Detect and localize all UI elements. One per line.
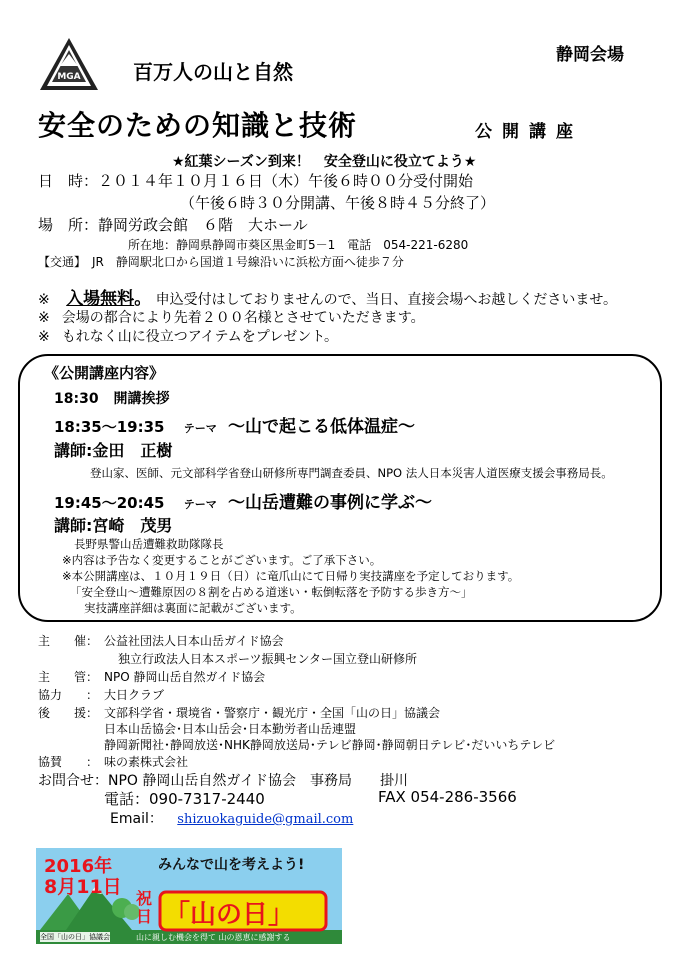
place-value: 静岡労政会館 ６階 大ホール <box>98 216 308 234</box>
support-3: 静岡新聞社･静岡放送･NHK静岡放送局･テレビ静岡･静岡朝日テレビ･だいいちテレビ <box>104 738 556 752</box>
talk2-time: 19:45～20:45 <box>54 494 165 512</box>
opening-time: 18:30 <box>54 391 99 407</box>
talk1-row <box>54 412 415 437</box>
program-note-2: ※本公開講座は、１０月１９日（日）に竜爪山にて日帰り実技講座を予定しております。 <box>62 569 520 583</box>
email-label: Email： <box>110 811 163 827</box>
banner-slogan: みんなで山を考えよう! <box>158 857 305 873</box>
contact-row <box>38 770 408 790</box>
free-dot: 。 <box>134 289 152 309</box>
theme-label: テーマ <box>183 498 217 511</box>
talk1-theme: ～山で起こる低体温症～ <box>227 417 415 437</box>
program-note-3: 「安全登山～遭難原因の８割を占める道迷い・転倒転落を予防する歩き方～」 <box>70 585 473 599</box>
banner-footer: 山に親しむ機会を得て 山の恩恵に感謝する <box>136 933 291 942</box>
date-row <box>38 170 473 191</box>
theme-label: テーマ <box>183 422 217 435</box>
talk2-row <box>54 488 432 513</box>
manage-label: 主 管： <box>38 670 99 684</box>
note-gift: もれなく山に役立つアイテムをプレゼント。 <box>61 329 338 345</box>
date-value: ２０１４年１０月１６日（木）午後６時００分受付開始 <box>98 172 474 190</box>
coop: 大日クラブ <box>104 688 165 702</box>
support-label: 後 援： <box>38 706 99 720</box>
page-title: 安全のための知識と技術 <box>38 109 358 142</box>
address: 所在地：静岡県静岡市葵区黒金町5－1 電話 054-221-6280 <box>128 238 469 252</box>
mga-logo <box>38 36 100 92</box>
mountain-day-banner <box>36 848 342 944</box>
talk2-speaker: 講師:宮崎 茂男 <box>54 516 173 535</box>
banner-name: 「山の日」 <box>164 900 295 930</box>
program-heading: 《公開講座内容》 <box>44 364 165 382</box>
banner-holiday: 祝日 <box>136 889 153 926</box>
banner-date: 8月11日 <box>44 876 122 898</box>
sponsor-row <box>38 753 188 770</box>
date-label: 日 時： <box>38 172 99 190</box>
host-label: 主 催： <box>38 634 99 648</box>
note-capacity-row <box>38 307 425 327</box>
note-mark: ※ <box>38 329 50 345</box>
place-row <box>38 214 308 235</box>
talk1-profile: 登山家、医師、元文部科学省登山研修所専門調査委員、NPO 法人日本災害人道医療支援会事務局長。 <box>90 466 613 480</box>
support-2: 日本山岳協会･日本山岳会･日本勤労者山岳連盟 <box>104 722 357 736</box>
banner-council: 全国「山の日」協議会 <box>40 933 110 941</box>
opening-row <box>54 388 169 408</box>
manage-row <box>38 668 265 685</box>
host-1: 公益社団法人日本山岳ガイド協会 <box>104 634 284 648</box>
public-lecture-label: 公開講座 <box>475 122 583 142</box>
fax: FAX 054-286-3566 <box>378 788 517 806</box>
phone: 電話：090-7317-2440 <box>104 790 265 808</box>
email-link[interactable]: shizuokaguide@gmail.com <box>177 812 354 827</box>
contact-label: お問合せ： <box>38 773 108 789</box>
free-rest: 申込受付はしておりませんので、当日、直接会場へお越しくださいませ。 <box>155 292 617 308</box>
subtitle: 百万人の山と自然 <box>133 60 293 84</box>
support-1: 文部科学省・環境省・警察庁・観光庁・全国「山の日」協議会 <box>104 706 441 720</box>
program-note-1: ※内容は予告なく変更することがございます。ご了承下さい。 <box>62 553 382 567</box>
free-admission: 入場無料 <box>66 289 135 309</box>
tagline: ★紅葉シーズン到来！ 安全登山に役立てよう★ <box>172 154 477 170</box>
sponsor: 味の素株式会社 <box>104 755 189 769</box>
note-mark: ※ <box>38 310 50 326</box>
note-gift-row <box>38 326 338 346</box>
note-mark: ※ <box>38 292 50 308</box>
talk1-time: 18:35～19:35 <box>54 418 165 436</box>
date-sub: （午後６時３０分開講、午後８時４５分終了） <box>180 194 496 212</box>
transit: 【交通】 JR 静岡駅北口から国道１号線沿いに浜松方面へ徒歩７分 <box>38 255 404 269</box>
coop-label: 協力 ： <box>38 688 99 702</box>
host-row <box>38 632 284 649</box>
talk2-profile: 長野県警山岳遭難救助隊隊長 <box>74 537 224 551</box>
logo-text: MGA <box>57 72 81 82</box>
manage: NPO 静岡山岳自然ガイド協会 <box>104 670 266 684</box>
email-row <box>110 808 353 828</box>
program-note-4: 実技講座詳細は裏面に記載がございます。 <box>84 601 302 615</box>
coop-row <box>38 686 164 703</box>
host-2: 独立行政法人日本スポーツ振興センター国立登山研修所 <box>118 652 418 666</box>
place-label: 場 所： <box>38 216 99 234</box>
venue-label: 静岡会場 <box>556 45 624 65</box>
note-capacity: 会場の都合により先着２００名様とさせていただきます。 <box>61 310 425 326</box>
contact: NPO 静岡山岳自然ガイド協会 事務局 掛川 <box>108 773 408 789</box>
talk1-speaker: 講師:金田 正樹 <box>54 441 173 460</box>
note-free <box>38 284 617 309</box>
opening-label: 開講挨拶 <box>113 391 170 407</box>
sponsor-label: 協賛 ： <box>38 755 99 769</box>
banner-year: 2016年 <box>44 856 113 877</box>
talk2-theme: ～山岳遭難の事例に学ぶ～ <box>227 493 432 513</box>
support-row <box>38 704 440 721</box>
